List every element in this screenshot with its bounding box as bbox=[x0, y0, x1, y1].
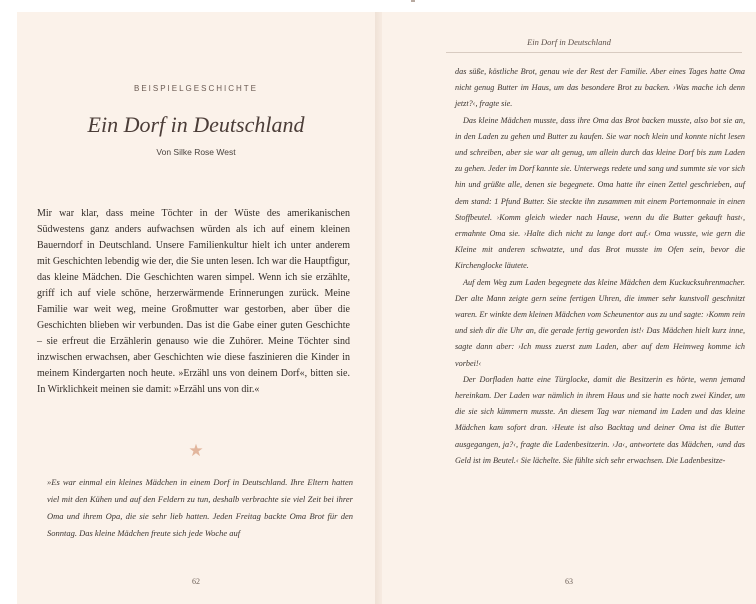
star-ornament-icon: ★ bbox=[188, 441, 204, 460]
story-paragraph: Der Dorfladen hatte eine Türglocke, damit die Besitzerin es hörte, wenn jemand hereinkam. Der Laden war nämlich in ihrem Haus und sie hatte noch zwei Kinder, um die sie sich kümmern musste. An diesem Tag war niemand im Laden und das kleine Mädchen kam sofort dran. ›Heute ist also Backtag und deiner Oma ist die Butter ausgegangen, ja?‹, fragte die Ladenbesitzerin. ›Ja‹, antwortete das Mädchen, ›und das Geld ist im Beutel.‹ Sie lächelte. Sie fühlte sich sehr erwachsen. Die Ladenbesitze- bbox=[455, 374, 745, 465]
intro-paragraph: Mir war klar, dass meine Töchter in der Wüste des amerikanischen Südwestens ganz anders aufwachsen würden als ich auf einem kleinen Bauerndorf in Deutschland. Unsere Familienkultur hielt ich unter anderem mit Geschichten lebendig wie der, die Sie unten lesen. Ich war die Hauptfigur, das kleine Mädchen. Die Geschichten waren simpel. Wenn ich sie erzählte, griff ich auf viele schöne, herzerwärmende Erinnerungen zurück. Meine Familie war weit weg, meine Großmutter war gestorben, aber über die Geschichten blieben wir verbunden. Das ist die Gabe einer guten Geschichte – sie erfreut die Erzählerin genauso wie die Zuhörer. Meine Töchter sind inzwischen erwachsen, aber Geschichten wie diese faszinieren die Kinder in meinem Kindergarten noch heute. »Erzähl uns von deinem Dorf«, bitten sie. In Wirklichkeit meinen sie damit: »Erzähl uns von dir.« bbox=[37, 208, 350, 395]
story-opening-paragraph: »Es war einmal ein kleines Mädchen in einem Dorf in Deutschland. Ihre Eltern hatten viel mit den Kühen und auf den Feldern zu tun, deshalb verbrachte sie viel Zeit bei ihrer Oma und ihrem Opa, die sie sehr lieb hatten. Jeden Freitag backte Oma Brot für den Sonntag. Das kleine Mädchen freute sich jede Woche auf bbox=[47, 477, 353, 538]
author-byline: Von Silke Rose West bbox=[156, 147, 236, 157]
header-rule bbox=[446, 52, 742, 53]
section-kicker: BEISPIELGESCHICHTE bbox=[133, 84, 259, 93]
story-paragraph: Auf dem Weg zum Laden begegnete das kleine Mädchen dem Kuckucksuhrenmacher. Der alte Mann zeigte gern seine fertigen Uhren, die immer sehr kunstvoll geschnitzt waren. Er winkte dem kleinen Mädchen vom Scheunentor aus zu und sagte: ›Komm rein und sieh dir die Uhr an, die gerade fertig geworden ist!‹ Das Mädchen hielt kurz inne, sagte dann aber: ›Ich muss zuerst zum Laden, aber auf dem Heimweg komme ich vorbei!‹ bbox=[455, 277, 745, 368]
story-continuation bbox=[455, 64, 745, 469]
spine-mark bbox=[411, 0, 415, 2]
page-number-left: 62 bbox=[192, 577, 200, 586]
running-head: Ein Dorf in Deutschland bbox=[527, 37, 611, 47]
intro-text bbox=[37, 206, 350, 398]
story-paragraph: Das kleine Mädchen musste, dass ihre Oma das Brot backen musste, also bot sie an, in den Laden zu gehen und Butter zu kaufen. Sie war noch klein und konnte nicht lesen und schreiben, aber sie war alt genug, um allein durch das kleine Dorf bis zum Laden zu gehen. Jeder im Dorf kannte sie. Unterwegs redete und sang und summte sie vor sich hin und grüßte alle, denen sie begegnete. Oma hatte ihr einen Zettel geschrieben, auf dem stand: 1 Pfund Butter. Sie steckte ihn zusammen mit einem Portemonnaie in einen Stoffbeutel. ›Komm gleich wieder nach Hause, wenn du die Butter gekauft hast‹, ermahnte Oma sie. ›Halte dich nicht zu lange dort auf.‹ Oma wusste, wie gern die Kleine mit anderen schwatzte, und das Brot musste im Ofen sein, bevor die Kirchenglocke läutete. bbox=[455, 115, 745, 271]
story-opening bbox=[47, 474, 353, 542]
page-number-right: 63 bbox=[565, 577, 573, 586]
left-page bbox=[17, 12, 375, 604]
story-title: Ein Dorf in Deutschland bbox=[87, 112, 305, 137]
right-page bbox=[382, 12, 756, 604]
book-gutter bbox=[375, 12, 382, 604]
story-paragraph: das süße, köstliche Brot, genau wie der Rest der Familie. Aber eines Tages hatte Oma nicht genug Butter im Haus, um das besondere Brot zu backen. ›Was mache ich denn jetzt?‹, fragte sie. bbox=[455, 67, 745, 109]
